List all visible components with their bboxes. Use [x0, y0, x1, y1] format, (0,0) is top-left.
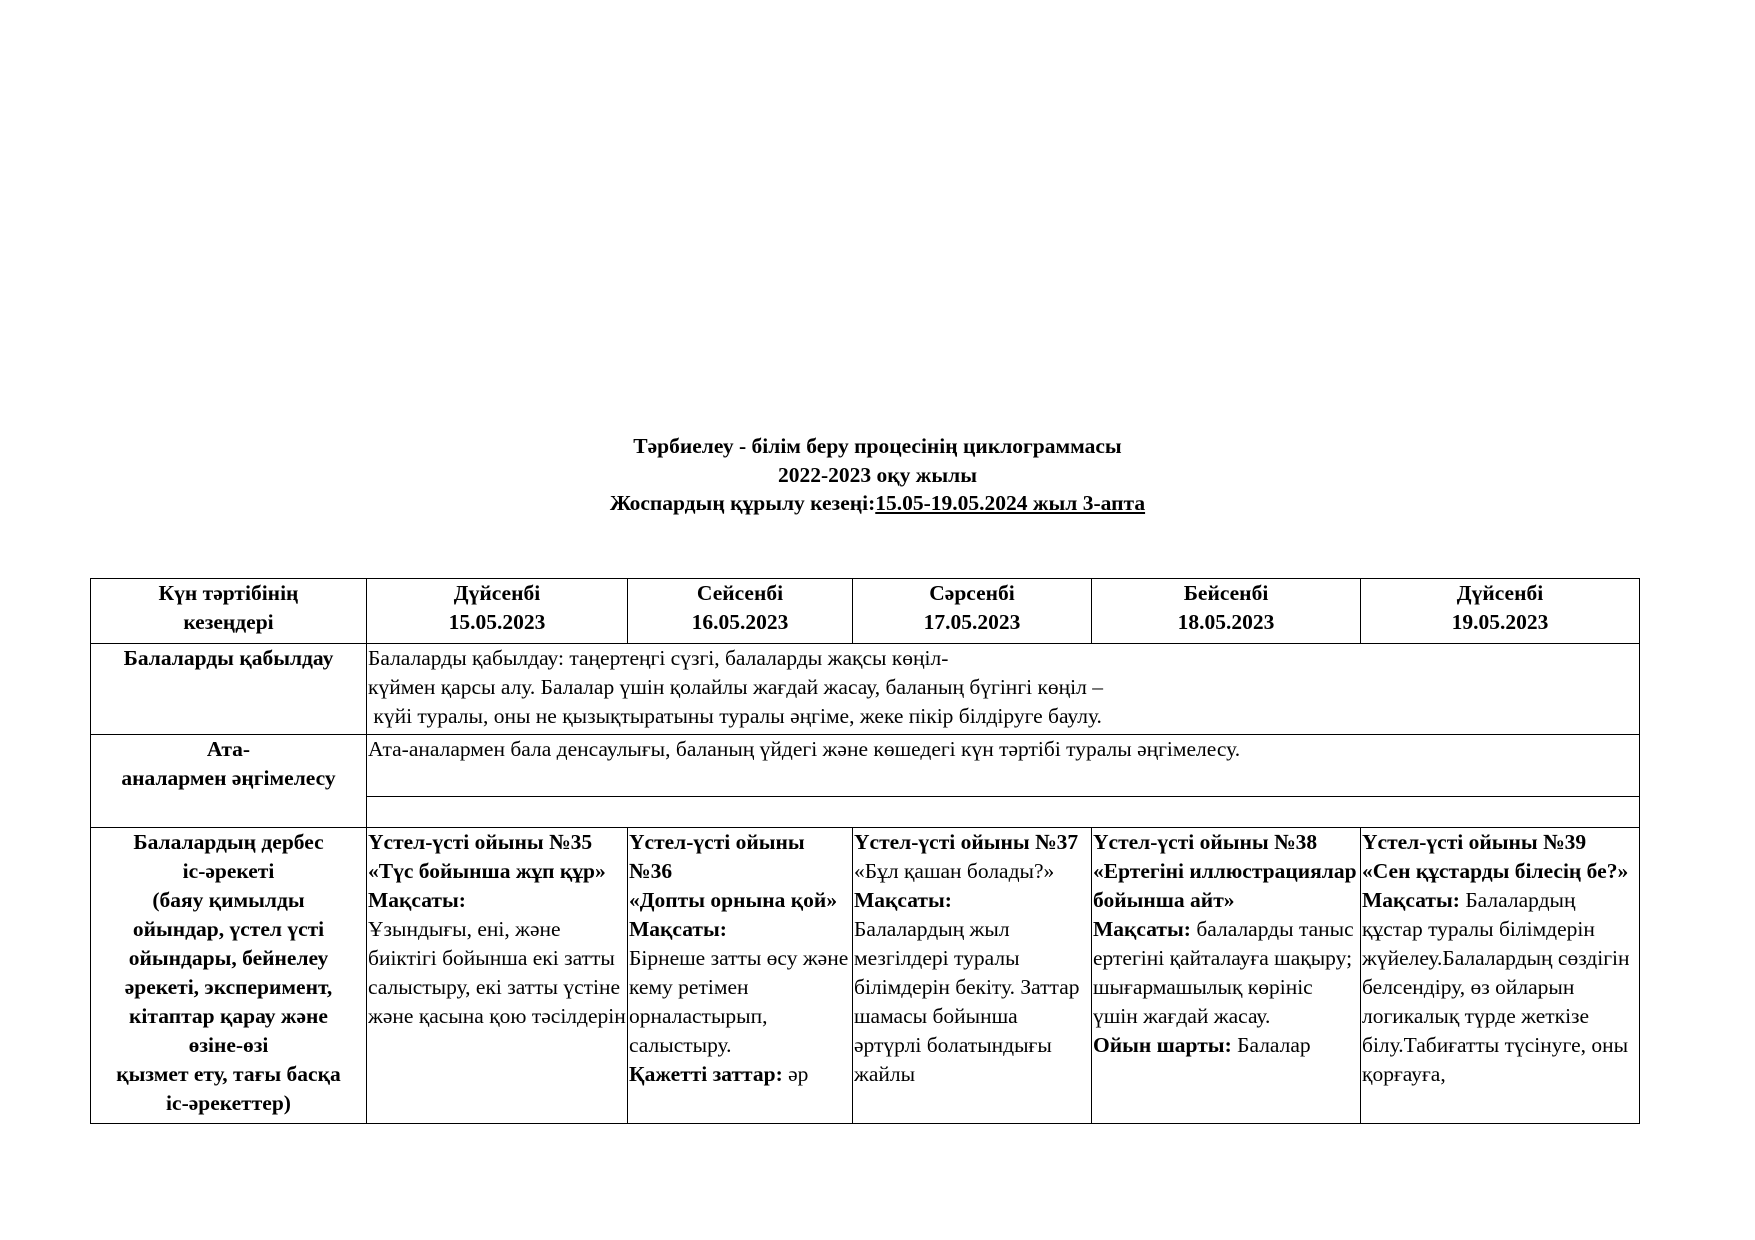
header-cell-day-4 — [1092, 579, 1361, 644]
activity-label-line: өзіне-өзі — [188, 1033, 269, 1057]
row-label-activity — [91, 828, 367, 1124]
period-label: Жоспардың құрылу кезеңі: — [609, 491, 876, 515]
reception-text — [367, 644, 1640, 735]
activity-label-line: әрекеті, эксперимент, — [124, 975, 333, 999]
day-name: Дүйсенбі — [453, 581, 541, 605]
goal-text: балаларды таныс ертегіні қайталауға шақыру; шығармашылық көрініс үшін жағдай жасау. — [1093, 917, 1354, 1028]
goal-text: Балалардың жыл мезгілдері туралы білімдерін бекіту. Заттар шамасы бойынша әртүрлі болатындығы жайлы — [854, 917, 1080, 1086]
goal-label: Мақсаты: — [1093, 917, 1191, 941]
table-row-parents — [91, 735, 1640, 797]
needs-line — [629, 1060, 851, 1089]
game-title: Үстел-үсті ойыны №37 — [854, 830, 1079, 854]
parents-text: Ата-аналармен бала денсаулығы, баланың үйдегі және көшедегі күн тәртібі туралы әңгімелесу. — [367, 735, 1640, 797]
header-cell-day-5 — [1361, 579, 1640, 644]
game-name: «Бұл қашан болады?» — [854, 859, 1055, 883]
game-name: «Сен құстарды білесің бе?» — [1362, 859, 1629, 883]
planning-period — [0, 489, 1755, 518]
game-name: «Түс бойынша жұп құр» — [368, 859, 606, 883]
goal-label: Мақсаты: — [1362, 888, 1460, 912]
day-date: 19.05.2023 — [1451, 610, 1549, 634]
table-header-row — [91, 579, 1640, 644]
header-cell-day-3 — [853, 579, 1092, 644]
activity-cell-day-1 — [367, 828, 628, 1124]
day-name: Дүйсенбі — [1456, 581, 1544, 605]
rule-label: Ойын шарты: — [1093, 1033, 1232, 1057]
game-title: Үстел-үсті ойыны №35 — [368, 830, 593, 854]
day-date: 18.05.2023 — [1177, 610, 1275, 634]
game-title: Үстел-үсті ойыны №38 — [1093, 830, 1318, 854]
day-name: Сәрсенбі — [929, 581, 1015, 605]
header-cell-periods — [91, 579, 367, 644]
activity-cell-day-2 — [628, 828, 853, 1124]
activity-label-line: іс-әрекеті — [182, 859, 275, 883]
goal-label: Мақсаты: — [368, 888, 466, 912]
table-row-activity — [91, 828, 1640, 1124]
cyclogram-table — [90, 578, 1640, 1124]
reception-line: күйі туралы, оны не қызықтыратыны туралы әңгіме, жеке пікір білдіруге баулу. — [368, 704, 1102, 728]
goal-text: Балалардың құстар туралы білімдерін жүйелеу.Балалардың сөздігін белсендіру, өз ойларын логикалық түрде жеткізе білу.Табиғатты түсінуге, оны қорғауға, — [1362, 888, 1630, 1086]
game-name: «Допты орнына қой» — [629, 888, 838, 912]
reception-line: Балаларды қабылдау: таңертеңгі сүзгі, балаларды жақсы көңіл- — [368, 646, 949, 670]
day-name: Бейсенбі — [1183, 581, 1269, 605]
academic-year: 2022-2023 оқу жылы — [777, 462, 978, 487]
activity-cell-day-4 — [1092, 828, 1361, 1124]
activity-label-line: Балалардың дербес — [133, 830, 324, 854]
rule-text: Балалар — [1231, 1033, 1311, 1057]
table-row-reception — [91, 644, 1640, 735]
game-title: Үстел-үсті ойыны №36 — [629, 830, 805, 883]
header-cell-day-1 — [367, 579, 628, 644]
activity-label-line: кітаптар қарау және — [129, 1004, 328, 1028]
document-header — [0, 432, 1755, 518]
day-name: Сейсенбі — [696, 581, 784, 605]
header-periods-line2: кезеңдері — [183, 610, 274, 634]
parents-label-line1: Ата- — [206, 737, 251, 761]
activity-label-line: ойындары, бейнелеу — [128, 946, 329, 970]
needs-text: әр — [782, 1062, 809, 1086]
document-title: Тәрбиелеу - білім беру процесінің циклограммасы — [633, 434, 1122, 458]
header-periods-line1: Күн тәртібінің — [158, 581, 299, 605]
activity-cell-day-3 — [853, 828, 1092, 1124]
goal-line — [1362, 886, 1638, 1089]
row-label-reception: Балаларды қабылдау — [91, 644, 367, 735]
activity-label-line: қызмет ету, тағы басқа — [116, 1062, 341, 1086]
activity-cell-day-5 — [1361, 828, 1640, 1124]
day-date: 17.05.2023 — [923, 610, 1021, 634]
parents-label-line2: аналармен әңгімелесу — [121, 766, 336, 790]
game-name: «Ертегіні иллюстрациялар бойынша айт» — [1093, 859, 1357, 912]
activity-label-line: ойындар, үстел үсті — [132, 917, 325, 941]
rule-line — [1093, 1031, 1359, 1060]
day-date: 16.05.2023 — [691, 610, 789, 634]
goal-line — [1093, 915, 1359, 1031]
goal-label: Мақсаты: — [629, 917, 727, 941]
game-title: Үстел-үсті ойыны №39 — [1362, 830, 1587, 854]
header-cell-day-2 — [628, 579, 853, 644]
day-date: 15.05.2023 — [448, 610, 546, 634]
activity-label-line: (баяу қимылды — [152, 888, 305, 912]
period-value: 15.05-19.05.2024 жыл 3-апта — [875, 491, 1146, 515]
needs-label: Қажетті заттар: — [629, 1062, 783, 1086]
row-label-parents — [91, 735, 367, 828]
goal-text: Бірнеше затты өсу және кему ретімен орналастырып, салыстыру. — [629, 946, 849, 1057]
goal-label: Мақсаты: — [854, 888, 952, 912]
reception-line: күймен қарсы алу. Балалар үшін қолайлы жағдай жасау, баланың бүгінгі көңіл – — [368, 675, 1104, 699]
spacer-cell — [367, 797, 1640, 828]
goal-text: Ұзындығы, ені, және биіктігі бойынша екі затты салыстыру, екі затты үстіне және қасына қою тәсілдерін — [368, 917, 626, 1028]
activity-label-line: іс-әрекеттер) — [166, 1091, 291, 1115]
